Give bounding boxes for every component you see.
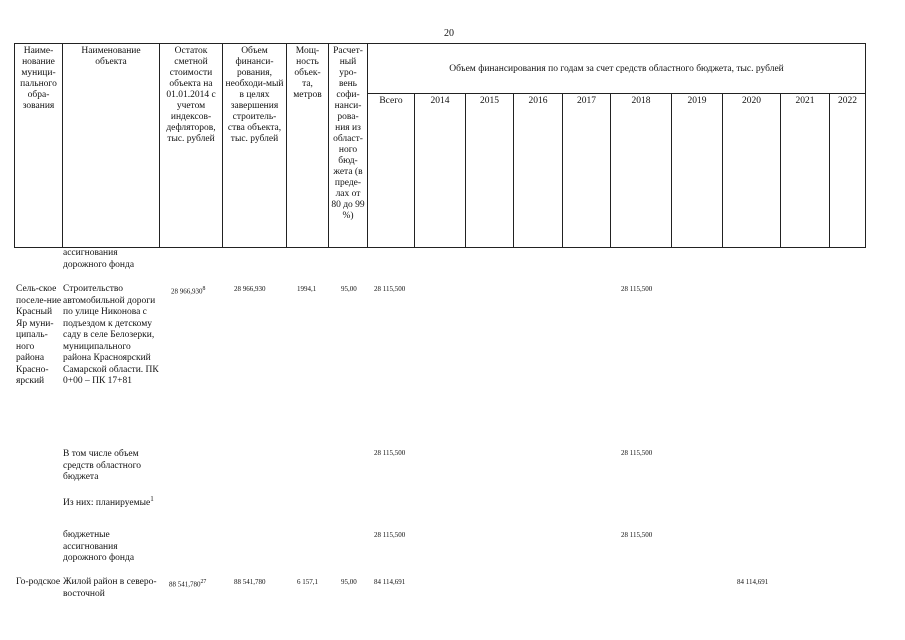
header-cofinancing: Расчет-ный уро-вень софи-нанси-рова-ния из област-ного бюд-жета (в преде-лах от 80 до 99 %) [329,44,368,248]
r3-label: Из них: планируемые$^1$ [63,495,154,509]
header-year: 2020 [723,94,781,248]
r1-rate: 95,00 [341,285,357,293]
r1-object: Строительство автомобильной дороги по улице Никонова с подъездом к детскому саду в селе Белозерки, муниципального района Красноярский Самарской области. ПК 0+00 – ПК 17+81 [63,284,159,386]
header-capacity: Мощ-ность объек-та, метров [287,44,329,248]
header-year: 2022 [830,94,866,248]
header-remaining-cost: Остаток сметной стоимости объекта на 01.01.2014 с учетом индексов-дефляторов, тыс. рублей [160,44,223,248]
r1-capacity: 1994,1 [297,285,317,293]
r4-label: бюджетные ассигнования дорожного фонда [63,530,135,563]
header-year: 2017 [563,94,611,248]
header-table [14,43,866,248]
r1-2018: 28 115,500 [621,285,653,293]
header-year: 2021 [781,94,830,248]
carry-over-text: ассигнования дорожного фонда [63,248,135,270]
r5-rate: 95,00 [341,578,357,586]
header-total: Всего [368,94,415,248]
r1-municipality: Сель-ское поселе-ние Красный Яр муни-ципаль-ного района Красно-ярский [16,284,62,386]
header-year: 2014 [415,94,466,248]
r5-object: Жилой район в северо-восточной [63,577,157,599]
r5-capacity: 6 157,1 [297,578,318,586]
header-year: 2015 [466,94,514,248]
r1-funding-volume: 28 966,930 [234,285,266,293]
r5-remaining-cost: 88 541,780$^{27}$ [169,579,207,589]
r2-label: В том числе объем средств областного бюджета [63,449,142,482]
r4-2018: 28 115,500 [621,531,653,539]
r5-2020: 84 114,691 [737,578,769,586]
r4-total: 28 115,500 [374,531,406,539]
header-year: 2019 [672,94,723,248]
header-funding-volume: Объем финанси-рования, необходи-мый в целях завершения строитель-ства объекта, тыс. рублей [223,44,287,248]
r2-total: 28 115,500 [374,449,406,457]
header-municipality: Наиме-нование муници-пального обра-зования [15,44,63,248]
r2-2018: 28 115,500 [621,449,653,457]
r1-remaining-cost: 28 966,930$^8$ [171,286,206,296]
r5-funding-volume: 88 541,780 [234,578,266,586]
header-year: 2018 [611,94,672,248]
header-object: Наименование объекта [63,44,160,248]
header-caption: Объем финансирования по годам за счет средств областного бюджета, тыс. рублей [368,44,866,94]
r5-total: 84 114,691 [374,578,406,586]
header-year: 2016 [514,94,563,248]
r5-municipality: Го-родское [16,577,61,587]
page-number: 20 [444,28,454,39]
r1-total: 28 115,500 [374,285,406,293]
